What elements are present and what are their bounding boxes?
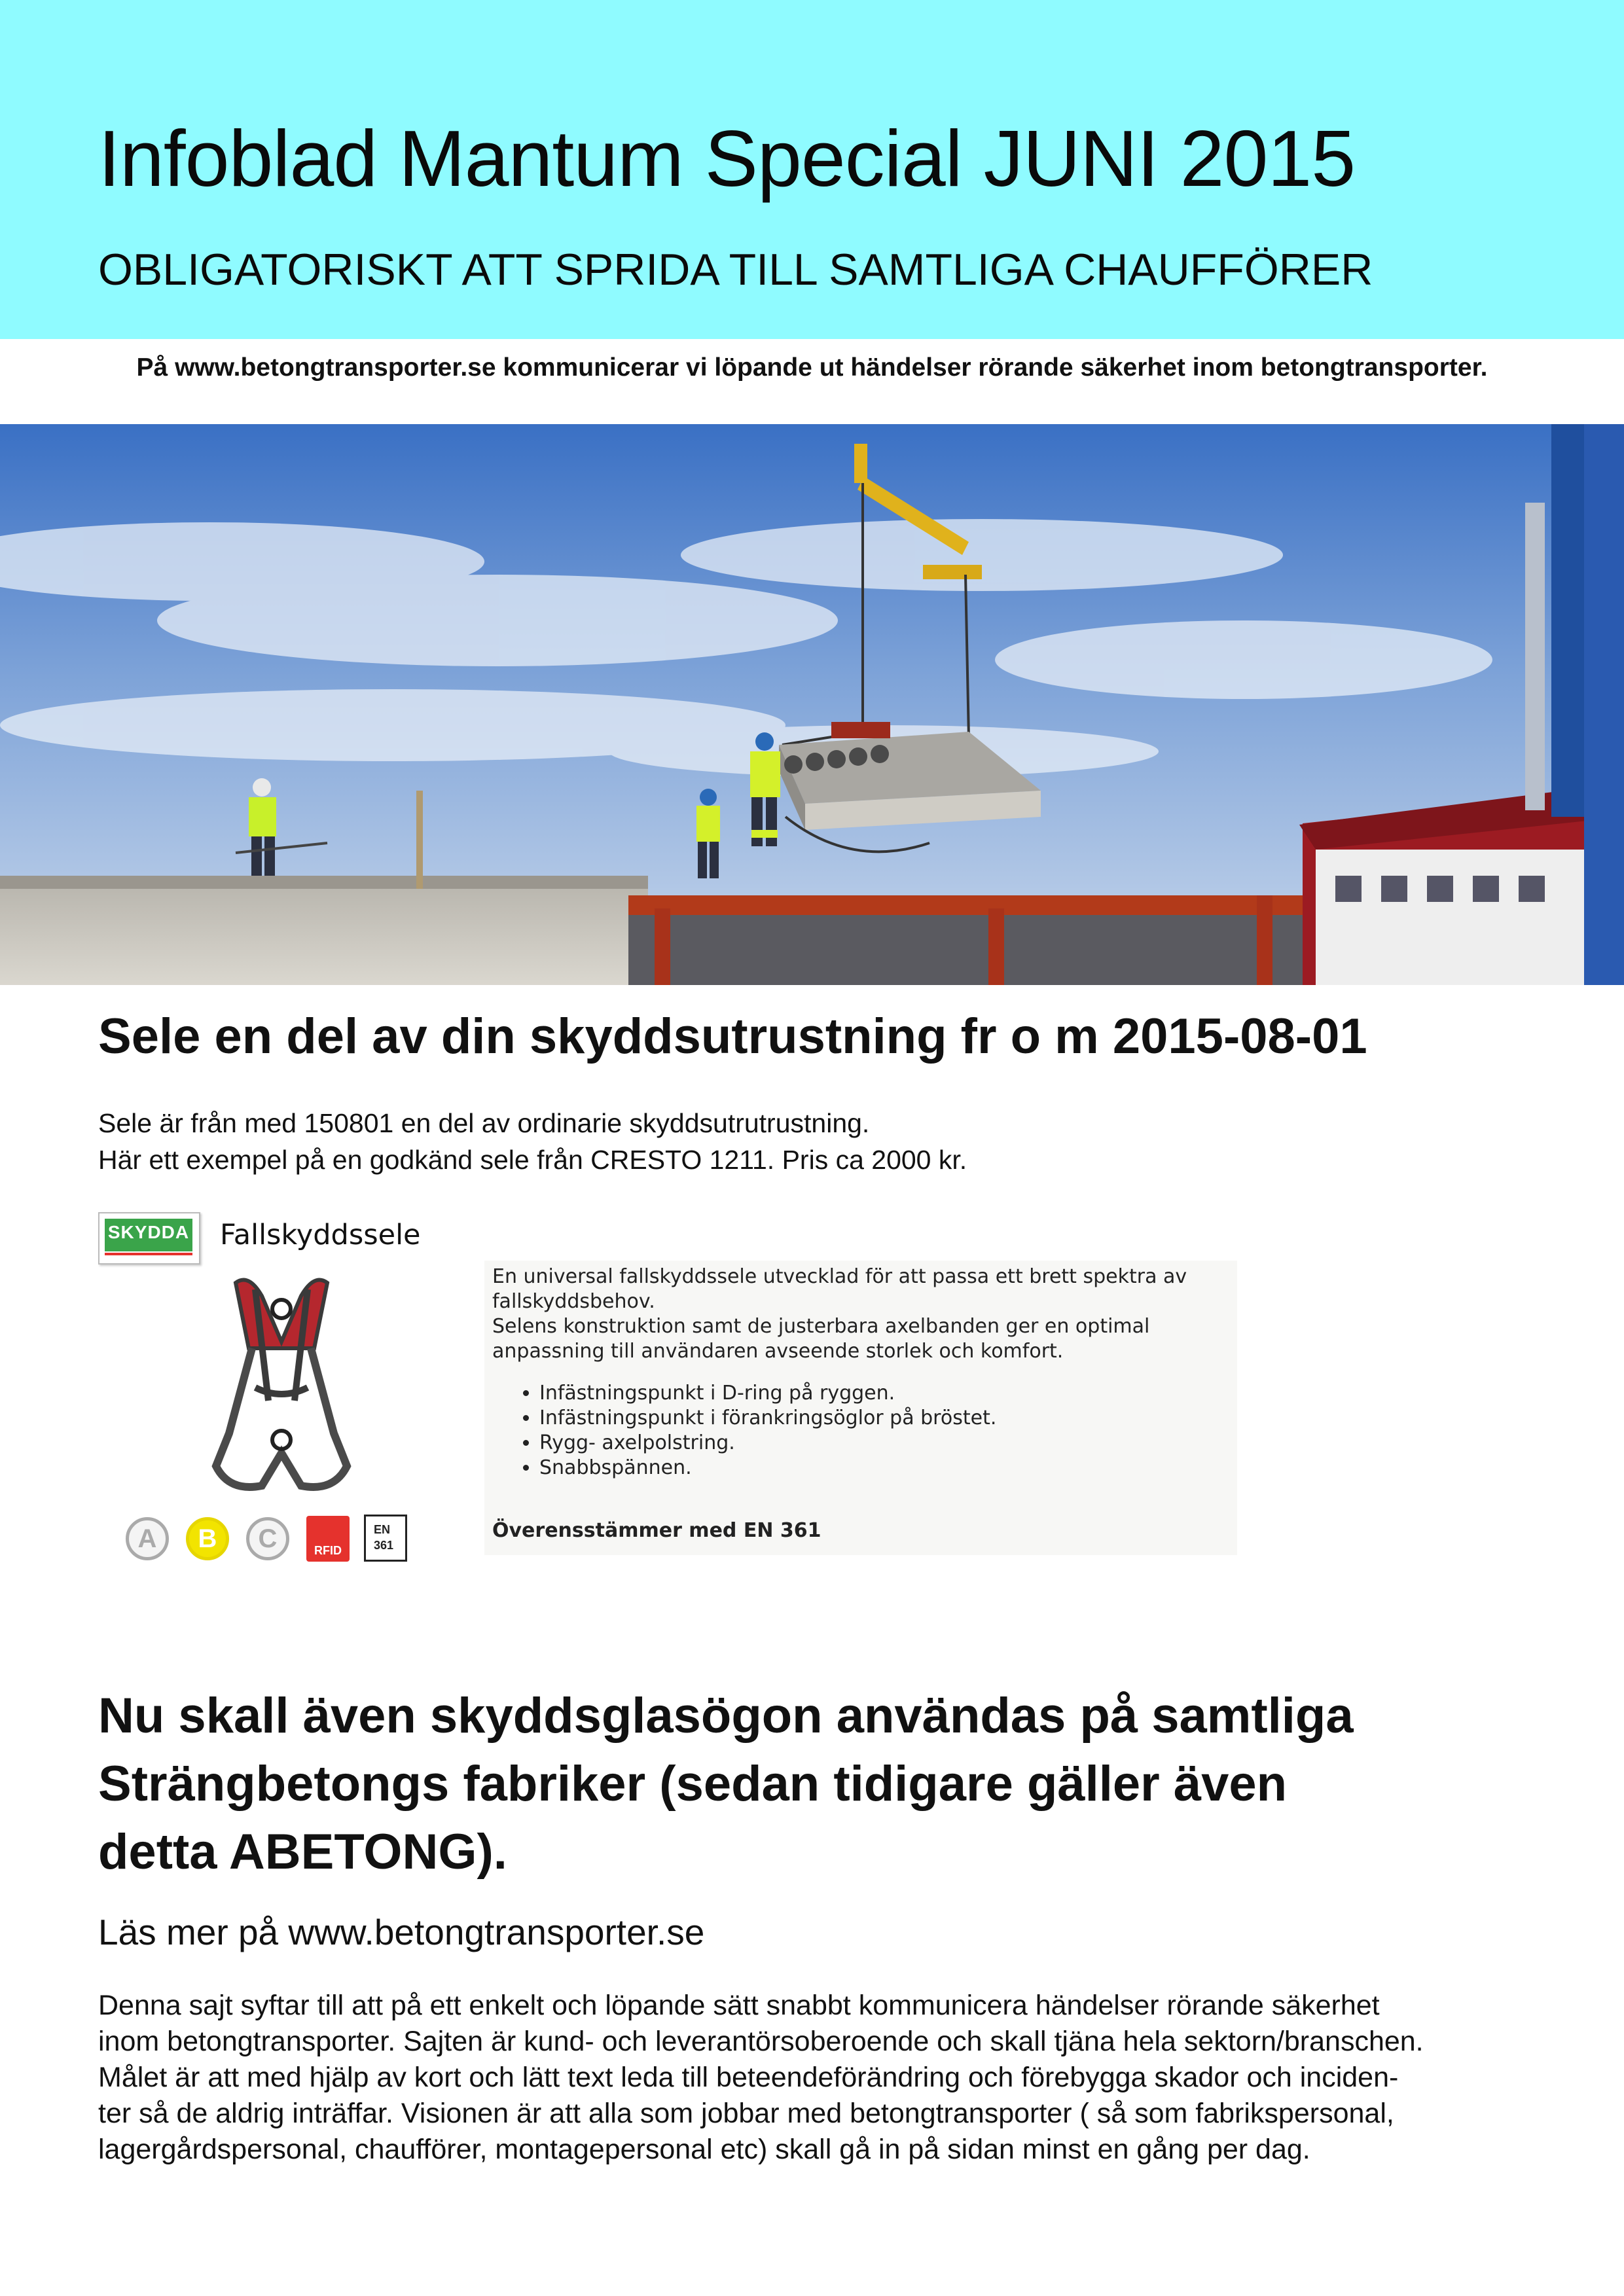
precast-wall xyxy=(0,882,648,985)
brand-name: SKYDDA xyxy=(107,1222,190,1242)
feature-item: • Snabbspännen. xyxy=(539,1456,996,1480)
section2-body xyxy=(98,1988,1538,2168)
website-link[interactable]: Läs mer på www.betongtransporter.se xyxy=(98,1912,705,1952)
steel-frame xyxy=(628,895,1303,985)
section1-text xyxy=(98,1105,967,1178)
section2-heading xyxy=(98,1682,1538,1886)
page-subtitle: OBLIGATORISKT ATT SPRIDA TILL SAMTLIGA CHAUFFÖRER xyxy=(98,245,1373,295)
intro-text: På www.betongtransporter.se kommunicerar vi löpande ut händelser rörande säkerhet inom betongtransporter. xyxy=(136,353,1488,382)
feature-list xyxy=(492,1381,996,1480)
class-badge-c: C xyxy=(246,1517,289,1560)
en-label: EN xyxy=(374,1523,391,1536)
feature-item: • Infästningspunkt i D-ring på ryggen. xyxy=(539,1381,996,1406)
heading-line: Nu skall även skyddsglasögon användas på samtliga xyxy=(98,1688,1354,1744)
feature-item: • Infästningspunkt i förankringsöglor på bröstet. xyxy=(539,1406,996,1431)
product-card xyxy=(92,1204,1244,1571)
rfid-label: RFID xyxy=(314,1544,342,1557)
compliance-text: Överensstämmer med EN 361 xyxy=(492,1519,821,1542)
en-361-icon xyxy=(364,1515,407,1562)
section1-line: Här ett exempel på en godkänd sele från CRESTO 1211. Pris ca 2000 kr. xyxy=(98,1145,967,1175)
desc-line: anpassning till användaren avseende storlek och komfort. xyxy=(492,1340,1064,1363)
body-line: Denna sajt syftar till att på ett enkelt och löpande sätt snabbt kommunicera händelser rörande säkerhet xyxy=(98,1990,1380,2021)
body-line: ter så de aldrig inträffar. Visionen är att alla som jobbar med betongtransporter ( så som fabrikspersonal, xyxy=(98,2098,1394,2129)
desc-line: Selens konstruktion samt de justerbara axelbanden ger en optimal xyxy=(492,1315,1150,1338)
desc-line: fallskyddsbehov. xyxy=(492,1290,655,1313)
body-line: inom betongtransporter. Sajten är kund- och leverantörsoberoende och skall tjäna hela sektorn/branschen. xyxy=(98,2026,1424,2057)
product-description xyxy=(484,1261,1237,1555)
class-badge-b: B xyxy=(186,1517,229,1560)
heading-line: Strängbetongs fabriker (sedan tidigare gäller även xyxy=(98,1756,1288,1812)
body-line: Målet är att med hjälp av kort och lätt text leda till beteendeförändring och förebygga skador och inciden- xyxy=(98,2062,1399,2093)
page-title: Infoblad Mantum Special JUNI 2015 xyxy=(98,114,1356,203)
section1-heading: Sele en del av din skyddsutrustning fr o m 2015-08-01 xyxy=(98,1009,1367,1064)
brand-logo xyxy=(98,1212,200,1265)
heading-line: detta ABETONG). xyxy=(98,1824,507,1880)
feature-item: • Rygg- axelpolstring. xyxy=(539,1431,996,1456)
body-line: lagergårdspersonal, chaufförer, montagepersonal etc) skall gå in på sidan minst en gång per dag. xyxy=(98,2134,1310,2165)
header-band xyxy=(0,0,1624,339)
rfid-icon xyxy=(306,1516,350,1562)
pole xyxy=(416,791,423,889)
desc-line: En universal fallskyddssele utvecklad för att passa ett brett spektra av xyxy=(492,1265,1187,1288)
crane-lift-photo xyxy=(0,424,1624,985)
en-number: 361 xyxy=(374,1539,394,1552)
section1-line: Sele är från med 150801 en del av ordinarie skyddsutrutrustning. xyxy=(98,1108,870,1138)
harness-illustration xyxy=(190,1270,373,1505)
product-name: Fallskyddssele xyxy=(220,1219,421,1251)
class-badge-a: A xyxy=(126,1517,169,1560)
